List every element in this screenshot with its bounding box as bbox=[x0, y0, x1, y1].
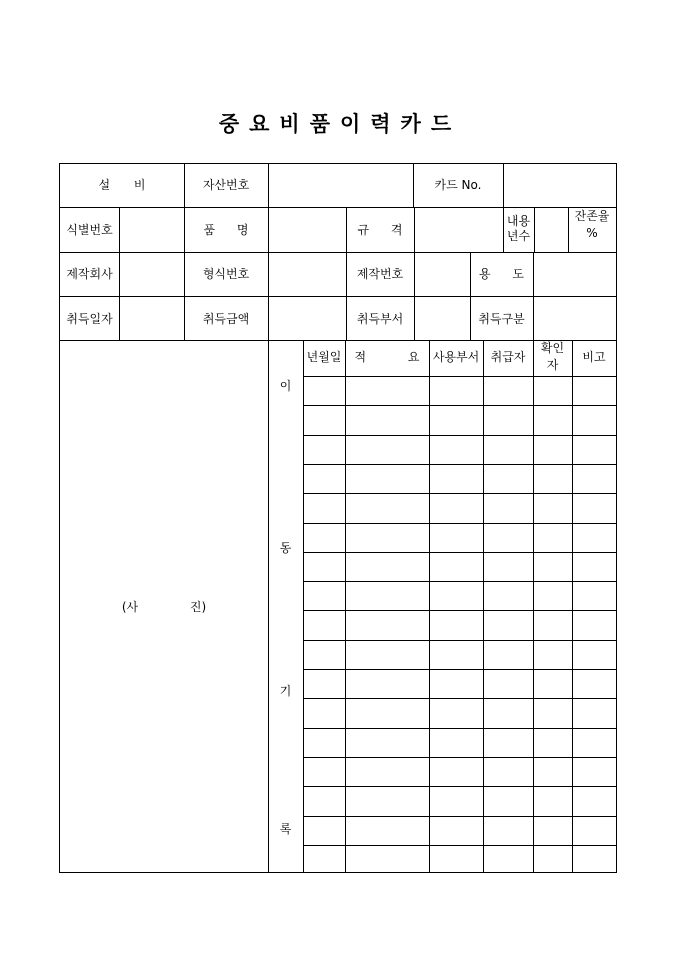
id-no-label: 식별번호 bbox=[66, 223, 113, 237]
photo-placeholder: (사 진) bbox=[121, 600, 207, 614]
history-row-line bbox=[303, 464, 616, 465]
asset-no-label: 자산번호 bbox=[202, 178, 250, 192]
photo-border bbox=[268, 340, 269, 873]
item-name-label: 품 명 bbox=[203, 223, 249, 237]
history-column-header: 취급자 bbox=[490, 350, 526, 364]
history-vertical-label-char: 이 bbox=[279, 379, 292, 393]
history-row-line bbox=[303, 728, 616, 729]
history-vertical-label-char: 록 bbox=[279, 822, 292, 836]
history-row-line bbox=[303, 845, 616, 846]
history-column-header: 확인 자 bbox=[540, 341, 565, 372]
residual-rate-label: 잔존율 % bbox=[574, 209, 610, 240]
history-column-header: 비고 bbox=[582, 350, 606, 364]
model-no-label: 형식번호 bbox=[202, 267, 250, 281]
history-row-line bbox=[303, 493, 616, 494]
acq-amount-label: 취득금액 bbox=[202, 312, 250, 326]
facility-label: 설 비 bbox=[98, 178, 146, 192]
history-row-line bbox=[303, 816, 616, 817]
manufacturer-label: 제작회사 bbox=[66, 267, 113, 281]
serial-no-label: 제작번호 bbox=[356, 267, 404, 281]
useful-life-label: 내용 년수 bbox=[506, 214, 531, 243]
acq-dept-label: 취득부서 bbox=[356, 312, 404, 326]
history-row-line bbox=[303, 435, 616, 436]
history-vertical-label-char: 동 bbox=[279, 541, 292, 555]
history-row-line bbox=[303, 757, 616, 758]
history-row-line bbox=[303, 376, 616, 377]
history-row-line bbox=[303, 698, 616, 699]
history-row-line bbox=[303, 640, 616, 641]
history-column-header: 적 요 bbox=[354, 350, 420, 364]
acq-type-label: 취득구분 bbox=[478, 312, 525, 326]
history-row-line bbox=[303, 610, 616, 611]
history-vertical-label-char: 기 bbox=[279, 684, 292, 698]
history-row-line bbox=[303, 405, 616, 406]
page-title: 중요비품이력카드 bbox=[218, 111, 462, 136]
history-column-header: 년월일 bbox=[306, 350, 342, 364]
history-card-form bbox=[59, 163, 617, 873]
history-row-line bbox=[303, 581, 616, 582]
history-row-line bbox=[303, 786, 616, 787]
card-no-label: 카드 No. bbox=[434, 178, 482, 192]
row-divider bbox=[60, 207, 616, 208]
history-row-line bbox=[303, 523, 616, 524]
history-column-header: 사용부서 bbox=[432, 350, 480, 364]
acq-date-label: 취득일자 bbox=[66, 312, 113, 326]
history-row-line bbox=[303, 552, 616, 553]
history-row-line bbox=[303, 669, 616, 670]
spec-label: 규 격 bbox=[357, 223, 403, 237]
usage-label: 용 도 bbox=[479, 267, 524, 281]
